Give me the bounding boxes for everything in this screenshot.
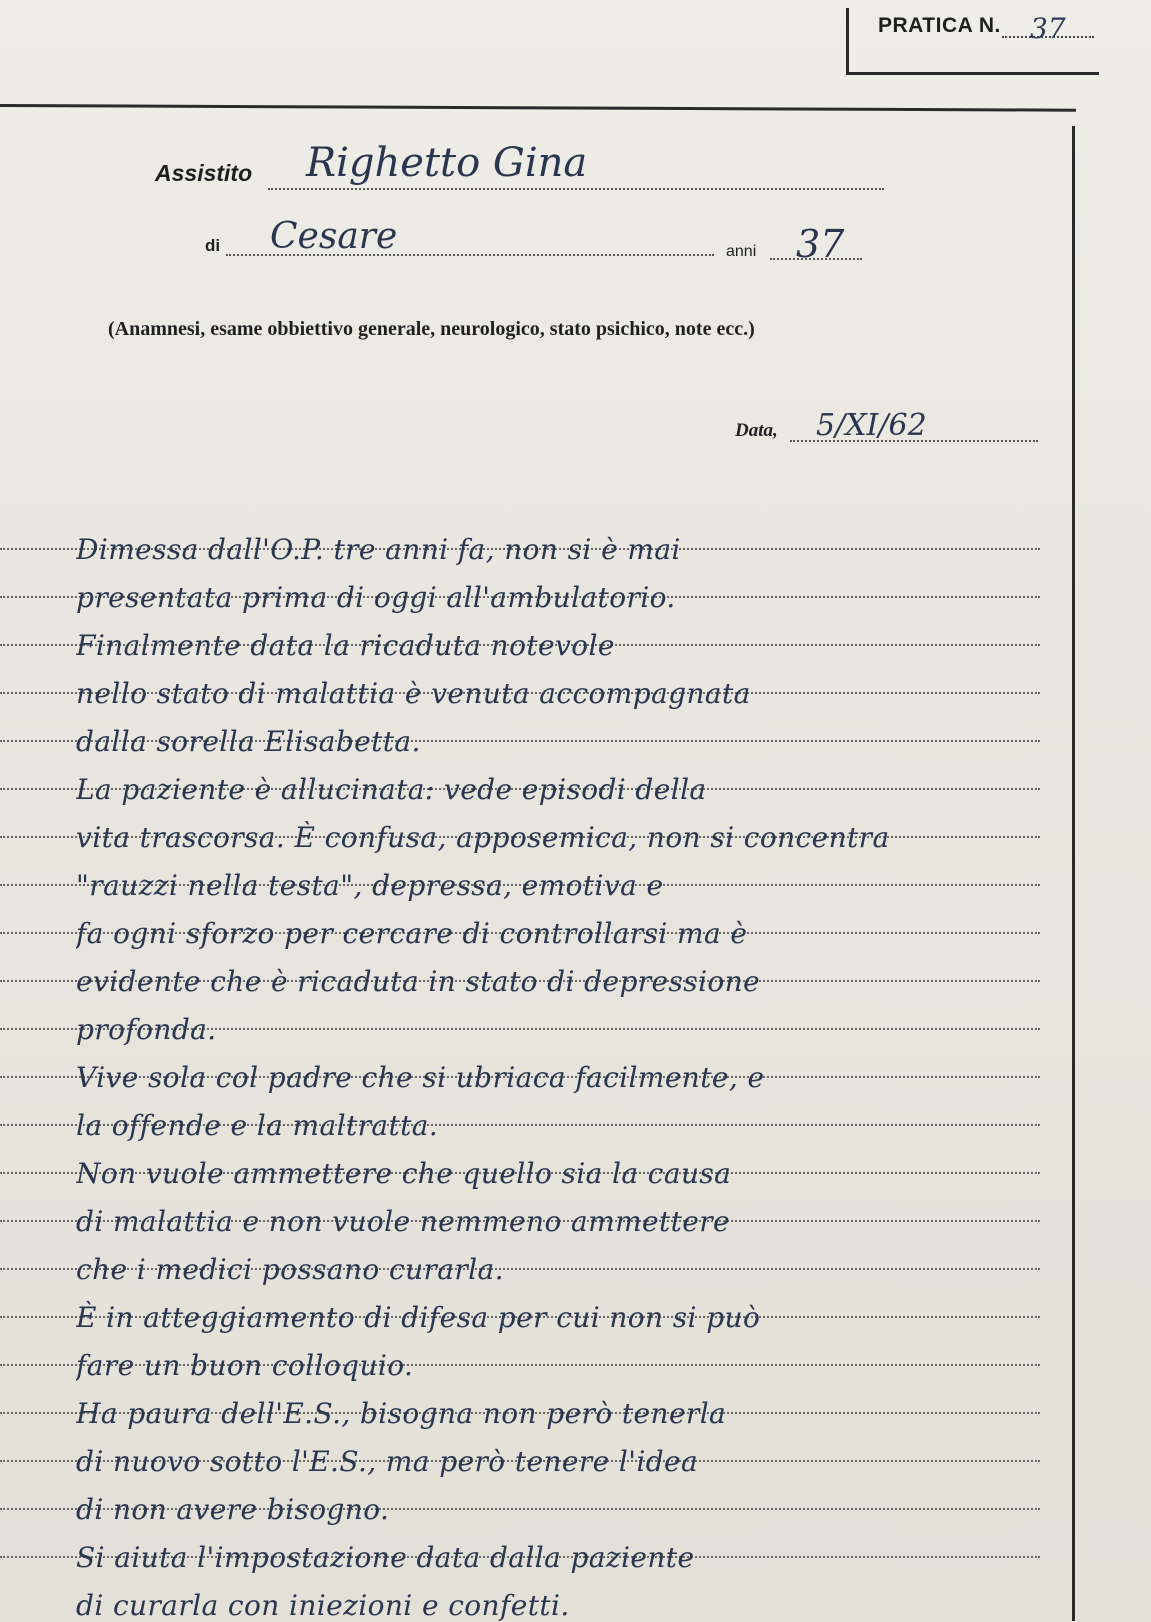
note-line: di malattia e non vuole nemmeno ammettere (76, 1205, 731, 1238)
note-line: di curarla con iniezioni e confetti. (76, 1589, 570, 1622)
note-line: nello stato di malattia è venuta accompagnata (76, 677, 751, 710)
note-line: vita trascorsa. È confusa, apposemica, non si concentra (76, 821, 890, 854)
assistito-dotted-line (268, 188, 884, 190)
assistito-value: Righetto Gina (306, 140, 588, 186)
note-line: evidente che è ricaduta in stato di depressione (76, 965, 761, 998)
anni-label: anni (726, 243, 757, 260)
note-line: fare un buon colloquio. (76, 1349, 414, 1382)
note-line: Finalmente data la ricaduta notevole (76, 629, 615, 662)
note-line: Vive sola col padre che si ubriaca facilmente, e (76, 1061, 765, 1094)
note-line: Ha paura dell'E.S., bisogna non però tenerla (76, 1397, 727, 1430)
note-line: la offende e la maltratta. (76, 1109, 439, 1142)
pratica-number: 37 (1030, 12, 1066, 45)
assistito-label: Assistito (155, 160, 253, 186)
note-line: che i medici possano curarla. (76, 1253, 504, 1286)
note-line: La paziente è allucinata: vede episodi della (76, 773, 707, 806)
note-line: profonda. (76, 1013, 217, 1046)
anni-value: 37 (796, 222, 845, 266)
margin-rule (1072, 126, 1075, 1621)
form-instructions: (Anamnesi, esame obbiettivo generale, neurologico, stato psichico, note ecc.) (108, 318, 755, 340)
date-label: Data, (735, 420, 778, 441)
header-rule (0, 104, 1076, 112)
note-line: di non avere bisogno. (76, 1493, 390, 1526)
note-line: Non vuole ammettere che quello sia la causa (76, 1157, 732, 1190)
note-line: È in atteggiamento di difesa per cui non si può (76, 1301, 761, 1334)
note-line: fa ogni sforzo per cercare di controllarsi ma è (76, 917, 748, 950)
pratica-label: PRATICA N. (878, 14, 1001, 37)
note-line: dalla sorella Elisabetta. (76, 725, 421, 758)
date-value: 5/XI/62 (816, 408, 927, 443)
note-line: Dimessa dall'O.P. tre anni fa, non si è mai (76, 533, 681, 566)
note-line: di nuovo sotto l'E.S., ma però tenere l'idea (76, 1445, 699, 1478)
di-value: Cesare (270, 216, 398, 257)
note-line: "rauzzi nella testa", depressa, emotiva e (76, 869, 664, 902)
di-label: di (205, 236, 221, 255)
note-line: Si aiuta l'impostazione data dalla paziente (76, 1541, 695, 1574)
note-line: presentata prima di oggi all'ambulatorio. (76, 581, 676, 614)
